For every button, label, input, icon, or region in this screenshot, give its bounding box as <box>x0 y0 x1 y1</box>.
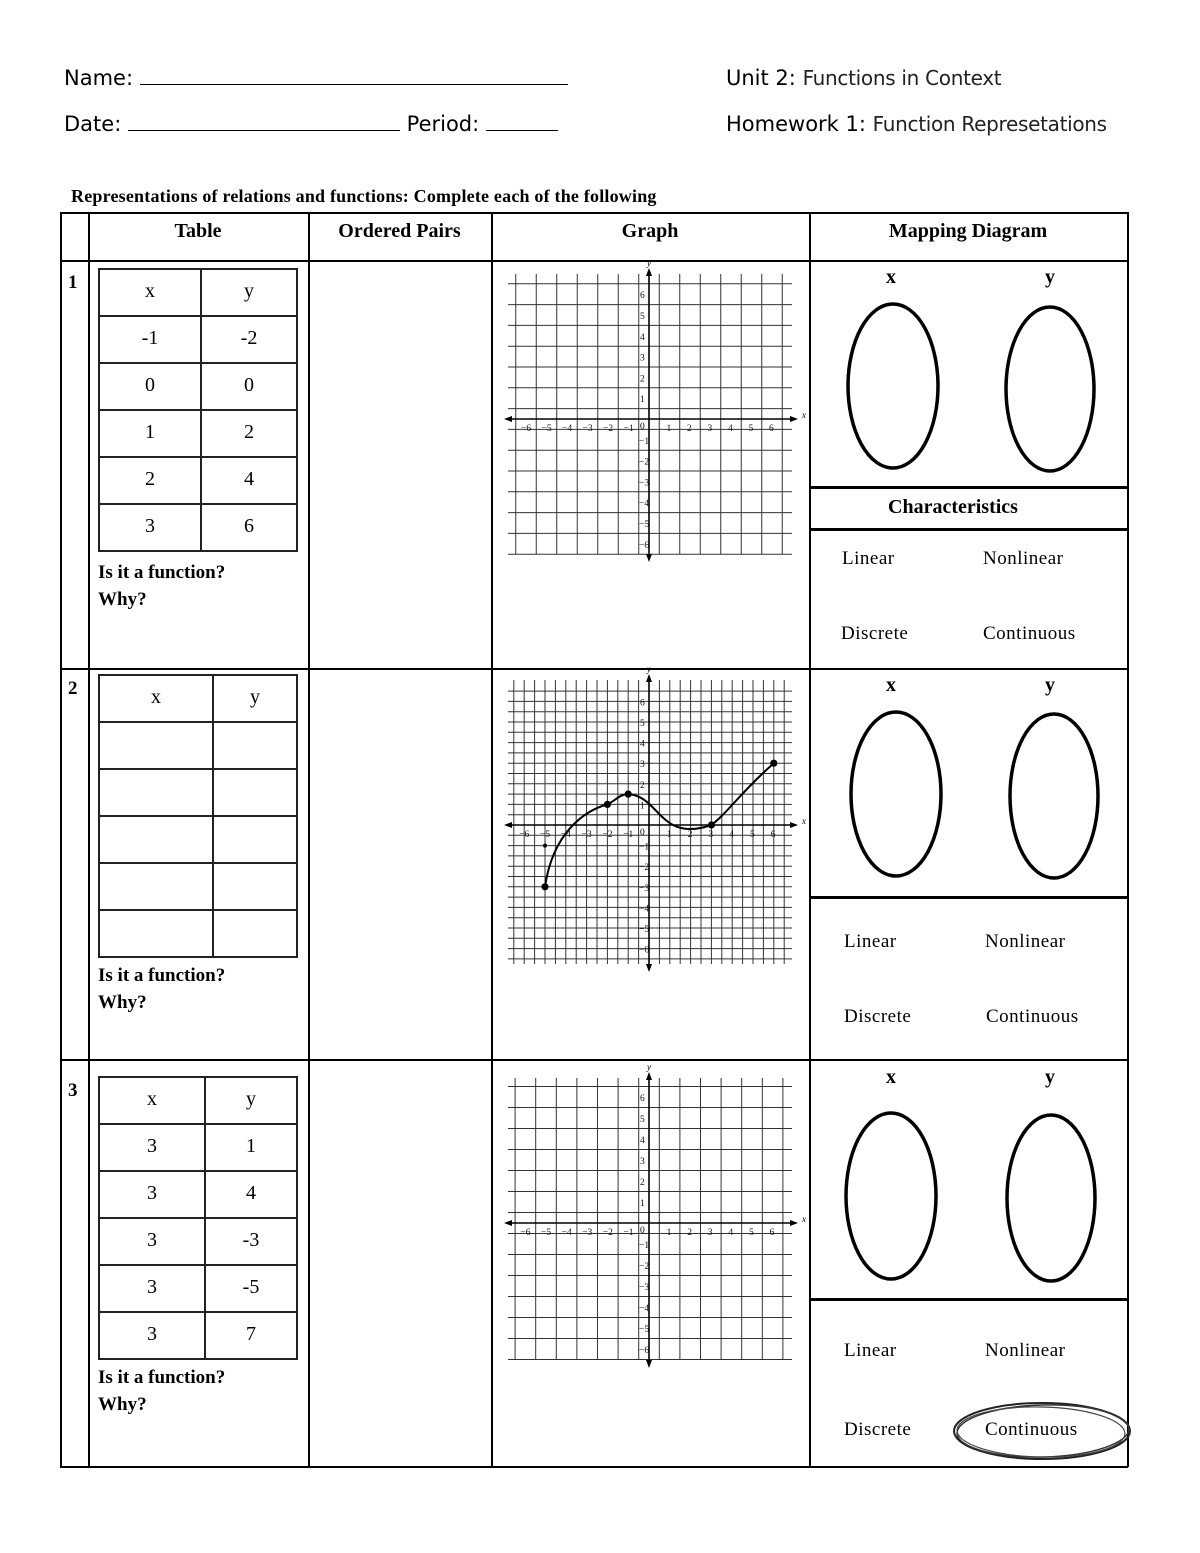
mapping-x-oval[interactable] <box>846 302 942 472</box>
grid-header-border <box>60 260 1128 262</box>
x-tick-label: 1 <box>666 1228 672 1238</box>
x-tick-label: −1 <box>623 1228 634 1238</box>
x-tick-label: 1 <box>666 424 672 434</box>
table-cell[interactable] <box>213 816 297 863</box>
x-tick-label: 1 <box>666 830 672 840</box>
x-tick-label: 2 <box>687 830 693 840</box>
name-field[interactable] <box>140 66 568 85</box>
char-linear[interactable]: Linear <box>844 931 897 952</box>
mapping-y-oval[interactable] <box>1007 712 1103 882</box>
mapping-x-oval[interactable] <box>849 710 945 880</box>
x-tick-label: −5 <box>541 424 552 434</box>
x-tick-label: 2 <box>687 1228 692 1238</box>
y-tick-label: −1 <box>639 436 650 447</box>
function-question <box>98 962 225 1016</box>
x-tick-label: 6 <box>769 424 774 434</box>
x-tick-label: −3 <box>582 1228 593 1238</box>
x-tick-label: −2 <box>603 424 614 434</box>
curve-point <box>541 883 548 890</box>
table-cell: 3 <box>99 1265 205 1312</box>
col-mapping-header: Mapping Diagram <box>888 220 1048 242</box>
y-tick-label: −3 <box>639 883 650 894</box>
table-cell: 2 <box>201 410 297 457</box>
x-tick-label: −4 <box>562 424 573 434</box>
table-cell: 6 <box>201 504 297 551</box>
y-tick-label: −3 <box>639 478 650 489</box>
coordinate-grid[interactable] <box>506 664 806 970</box>
y-tick-label: −2 <box>639 457 650 468</box>
table-cell[interactable] <box>213 769 297 816</box>
y-tick-label: 4 <box>640 739 645 750</box>
name-label: Name: <box>64 66 134 90</box>
table-cell: 4 <box>205 1171 297 1218</box>
y-tick-label: −5 <box>639 1325 650 1335</box>
grid-left-border <box>60 212 62 1467</box>
y-tick-label: 3 <box>640 1157 645 1167</box>
x-tick-label: 5 <box>748 424 754 434</box>
grid-top-border <box>60 212 1128 214</box>
char-nonlinear[interactable]: Nonlinear <box>985 931 1066 952</box>
table-cell[interactable] <box>99 863 213 910</box>
table-cell: -1 <box>99 316 201 363</box>
x-axis-arrow <box>504 416 512 422</box>
question-line: Is it a function? <box>98 1367 226 1388</box>
curve-point <box>543 844 547 848</box>
question-line: Why? <box>98 1394 147 1415</box>
table-cell[interactable] <box>99 816 213 863</box>
table-cell[interactable] <box>99 769 213 816</box>
x-tick-label: 4 <box>728 1228 734 1238</box>
table-cell: 2 <box>99 457 201 504</box>
origin-label: 0 <box>640 422 645 432</box>
x-tick-label: 5 <box>750 830 755 840</box>
y-tick-label: 4 <box>640 1136 645 1146</box>
y-tick-label: 6 <box>640 698 645 709</box>
name-line <box>64 66 568 90</box>
unit-label: Unit 2: <box>726 66 796 90</box>
table-cell: 1 <box>205 1124 297 1171</box>
table-cell[interactable] <box>99 722 213 769</box>
question-line: Why? <box>98 589 147 610</box>
y-tick-label: 2 <box>640 780 645 791</box>
col-table-header: Table <box>174 220 222 242</box>
y-tick-label: 3 <box>640 353 645 364</box>
grid-table-divider <box>308 212 310 1467</box>
period-field[interactable] <box>486 112 558 131</box>
y-tick-label: 5 <box>640 1115 645 1125</box>
col-ordered-pairs-header: Ordered Pairs <box>338 220 461 242</box>
grid-graph-divider <box>809 212 811 1467</box>
question-line: Is it a function? <box>98 965 226 986</box>
characteristics-divider <box>809 1298 1129 1301</box>
y-tick-label: −1 <box>639 842 650 853</box>
x-tick-label: −3 <box>581 830 592 840</box>
x-tick-label: 3 <box>708 830 714 840</box>
y-tick-label: 2 <box>640 1178 645 1188</box>
y-tick-label: −5 <box>639 520 650 530</box>
y-tick-label: −5 <box>639 925 650 935</box>
y-axis-arrow <box>646 674 652 682</box>
x-tick-label: −2 <box>602 830 613 840</box>
y-tick-label: 5 <box>640 312 645 322</box>
x-axis-arrow <box>790 1220 798 1226</box>
y-tick-label: −1 <box>639 1241 650 1251</box>
x-tick-label: 4 <box>728 424 733 434</box>
table-cell: 4 <box>201 457 297 504</box>
xy-table <box>98 268 298 552</box>
table-cell: -2 <box>201 316 297 363</box>
x-tick-label: −3 <box>582 424 593 434</box>
function-question <box>98 1364 225 1418</box>
date-line <box>64 112 558 136</box>
x-tick-label: 2 <box>687 424 692 434</box>
y-tick-label: −6 <box>639 540 650 551</box>
origin-label: 0 <box>640 1226 645 1236</box>
char-continuous[interactable]: Continuous <box>986 1006 1079 1027</box>
y-tick-label: 2 <box>640 374 645 385</box>
y-axis-arrow <box>646 964 652 972</box>
table-cell: 3 <box>99 1312 205 1359</box>
coordinate-grid[interactable] <box>506 258 806 560</box>
y-tick-label: 6 <box>640 291 645 302</box>
characteristics-divider <box>809 896 1127 899</box>
xy-table <box>98 674 298 958</box>
unit-title: Functions in Context <box>802 66 1002 90</box>
y-tick-label: −4 <box>639 499 650 510</box>
question-line: Is it a function? <box>98 562 226 583</box>
table-header-x: x <box>99 269 201 316</box>
table-cell: 3 <box>99 504 201 551</box>
x-tick-label: −1 <box>623 830 634 840</box>
axis-label-x: x <box>802 816 806 826</box>
origin-label: 0 <box>640 828 645 838</box>
x-tick-label: 3 <box>707 1228 713 1238</box>
mapping-x-oval[interactable] <box>844 1111 940 1283</box>
char-nonlinear[interactable]: Nonlinear <box>983 548 1064 569</box>
mapping-y-label: y <box>1045 266 1055 288</box>
curve-point <box>625 791 632 798</box>
y-axis-arrow <box>646 268 652 276</box>
axis-label-x: x <box>802 1214 806 1224</box>
coordinate-grid[interactable] <box>506 1062 806 1366</box>
instructions: Representations of relations and functions: Complete each of the following <box>71 186 657 206</box>
table-cell: -5 <box>205 1265 297 1312</box>
x-tick-label: 6 <box>769 1228 775 1238</box>
char-discrete[interactable]: Discrete <box>844 1419 912 1440</box>
table-cell: 3 <box>99 1171 205 1218</box>
y-tick-label: 3 <box>640 760 645 771</box>
char-discrete[interactable]: Discrete <box>844 1006 912 1027</box>
y-tick-label: −6 <box>639 945 650 956</box>
y-tick-label: 6 <box>640 1094 645 1104</box>
row-number: 1 <box>68 272 78 293</box>
y-tick-label: −2 <box>639 1262 650 1272</box>
x-tick-label: 4 <box>729 830 734 840</box>
grid-row1-border <box>60 668 1128 670</box>
row-number: 2 <box>68 678 78 699</box>
x-axis-arrow <box>504 1220 512 1226</box>
grid-row2-border <box>60 1059 1128 1061</box>
mapping-x-label: x <box>886 674 896 696</box>
mapping-y-label: y <box>1045 1066 1055 1088</box>
x-tick-label: 6 <box>770 830 776 840</box>
mapping-x-label: x <box>886 1066 896 1088</box>
row-number: 3 <box>68 1080 78 1101</box>
mapping-y-oval[interactable] <box>1004 1113 1100 1285</box>
char-nonlinear[interactable]: Nonlinear <box>985 1340 1066 1361</box>
mapping-y-label: y <box>1045 674 1055 696</box>
x-tick-label: −6 <box>520 1228 531 1238</box>
y-tick-label: 5 <box>640 719 645 729</box>
mapping-x-label: x <box>886 266 896 288</box>
x-tick-label: 3 <box>707 424 713 434</box>
table-header-x: x <box>99 675 213 722</box>
char-linear[interactable]: Linear <box>844 1340 897 1361</box>
axis-label-y: y <box>647 1062 651 1072</box>
date-label: Date: <box>64 112 122 136</box>
y-tick-label: 1 <box>640 395 645 406</box>
characteristics-title: Characteristics <box>888 496 1018 518</box>
y-tick-label: 4 <box>640 332 645 343</box>
x-tick-label: 5 <box>749 1228 754 1238</box>
curve-point <box>770 760 777 767</box>
table-cell[interactable] <box>213 863 297 910</box>
unit-line <box>726 66 1001 90</box>
y-tick-label: 1 <box>640 801 645 812</box>
x-tick-label: −6 <box>519 830 530 840</box>
x-tick-label: −1 <box>623 424 634 434</box>
x-tick-label: −4 <box>560 830 571 840</box>
characteristics-divider <box>809 486 1127 489</box>
y-tick-label: −2 <box>639 863 650 874</box>
x-tick-label: −5 <box>541 1228 552 1238</box>
y-tick-label: −3 <box>639 1283 650 1293</box>
x-tick-label: −5 <box>540 830 551 840</box>
homework-label: Homework 1: <box>726 112 866 136</box>
xy-table <box>98 1076 298 1360</box>
axis-label-y: y <box>647 258 651 268</box>
x-axis-arrow <box>790 822 798 828</box>
table-cell[interactable] <box>213 910 297 957</box>
x-axis-arrow <box>790 416 798 422</box>
table-cell[interactable] <box>99 910 213 957</box>
axis-label-y: y <box>647 664 651 674</box>
table-cell: 3 <box>99 1218 205 1265</box>
y-tick-label: −4 <box>639 1304 650 1314</box>
mapping-y-oval[interactable] <box>1003 305 1099 475</box>
function-question <box>98 559 225 613</box>
y-tick-label: −6 <box>639 1346 650 1356</box>
char-continuous[interactable]: Continuous <box>983 623 1076 644</box>
x-tick-label: −6 <box>521 424 532 434</box>
table-cell: -3 <box>205 1218 297 1265</box>
char-discrete[interactable]: Discrete <box>841 623 909 644</box>
table-cell: 0 <box>201 363 297 410</box>
date-field[interactable] <box>128 112 400 131</box>
x-axis-arrow <box>504 822 512 828</box>
x-tick-label: −2 <box>602 1228 613 1238</box>
table-cell: 7 <box>205 1312 297 1359</box>
char-linear[interactable]: Linear <box>842 548 895 569</box>
y-axis-arrow <box>646 1360 652 1368</box>
grid-right-border <box>1127 212 1129 1467</box>
homework-line <box>726 112 1107 136</box>
y-axis-arrow <box>646 554 652 562</box>
x-tick-label: −4 <box>561 1228 572 1238</box>
characteristics-divider <box>809 528 1127 531</box>
char-continuous[interactable]: Continuous <box>985 1419 1078 1440</box>
y-axis-arrow <box>646 1072 652 1080</box>
grid-bottom-border <box>60 1466 1128 1468</box>
curve-point <box>708 821 715 828</box>
table-cell[interactable] <box>213 722 297 769</box>
homework-title: Function Represetations <box>872 112 1107 136</box>
table-header-y: y <box>213 675 297 722</box>
table-header-y: y <box>201 269 297 316</box>
question-line: Why? <box>98 992 147 1013</box>
table-header-y: y <box>205 1077 297 1124</box>
grid-pairs-divider <box>491 212 493 1467</box>
table-cell: 1 <box>99 410 201 457</box>
table-cell: 0 <box>99 363 201 410</box>
grid-num-divider <box>88 212 90 1467</box>
period-label: Period: <box>406 112 480 136</box>
table-cell: 3 <box>99 1124 205 1171</box>
curve-point <box>604 801 611 808</box>
y-tick-label: 1 <box>640 1199 645 1209</box>
table-header-x: x <box>99 1077 205 1124</box>
axis-label-x: x <box>802 410 806 420</box>
y-tick-label: −4 <box>639 904 650 915</box>
col-graph-header: Graph <box>621 220 679 242</box>
